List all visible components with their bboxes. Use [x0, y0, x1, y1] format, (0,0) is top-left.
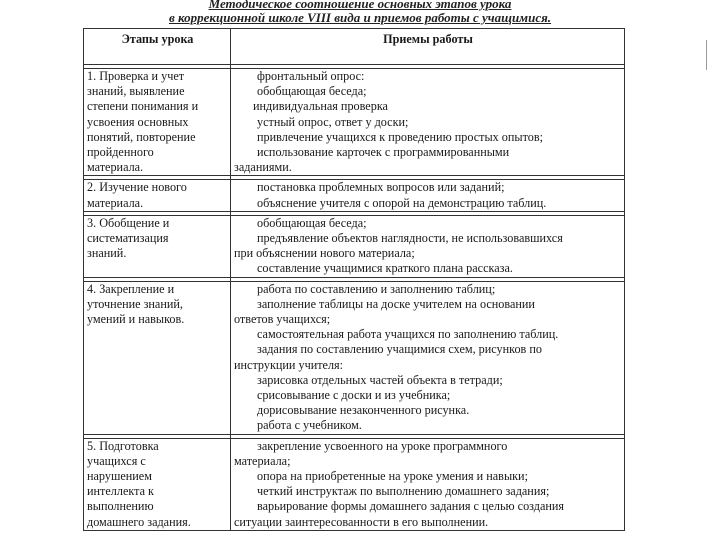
stage-text-line: учащихся с	[87, 453, 146, 468]
stage-text-line: систематизация	[87, 231, 169, 246]
stage-text-line: пройденного	[87, 145, 154, 160]
stage-text-line: уточнение знаний,	[87, 296, 183, 311]
method-text-line: закрепление усвоенного на уроке программного	[257, 438, 508, 453]
method-text-line: задания по составлению учащимися схем, рисунков по	[257, 342, 542, 357]
stage-text-line: 4. Закрепление и	[87, 281, 175, 296]
method-text-line: инструкции учителя:	[234, 357, 344, 372]
method-text-line: заданиями.	[234, 160, 292, 175]
method-text-line: объяснение учителя с опорой на демонстрацию таблиц.	[257, 195, 547, 210]
stage-text-line: усвоения основных	[87, 114, 189, 129]
method-text-line: ответов учащихся;	[234, 312, 331, 327]
method-text-line: ситуации заинтересованности в его выполнении.	[234, 514, 489, 529]
stage-text-line: домашнего задания.	[87, 514, 191, 529]
method-text-line: четкий инструктаж по выполнению домашнего задания;	[257, 484, 550, 499]
stage-text-line: выполнению	[87, 499, 154, 514]
stage-cell	[84, 69, 231, 176]
method-text-line: обобщающая беседа;	[257, 84, 367, 99]
method-text-line: составление учащимися краткого плана рассказа.	[257, 261, 513, 276]
methods-cell	[231, 281, 625, 434]
stage-text-line: знаний.	[87, 246, 127, 261]
stage-text-line: интеллекта к	[87, 484, 154, 499]
stage-text-line: 3. Обобщение и	[87, 215, 170, 230]
method-text-line: при объяснении нового материала;	[234, 246, 415, 261]
table-row	[84, 438, 625, 530]
header-methods: Приемы работы	[231, 29, 625, 65]
method-text-line: устный опрос, ответ у доски;	[257, 114, 409, 129]
lesson-stages-table	[83, 28, 625, 531]
methods-cell	[231, 215, 625, 277]
method-text-line: предъявление объектов наглядности, не использовавшихся	[257, 231, 563, 246]
method-text-line: работа по составлению и заполнению таблиц;	[257, 281, 496, 296]
stage-cell	[84, 281, 231, 434]
table-row	[84, 215, 625, 277]
method-text-line: фронтальный опрос:	[257, 69, 365, 83]
document-title-line-1: Методическое соотношение основных этапов урока	[208, 0, 512, 11]
stage-text-line: степени понимания и	[87, 99, 199, 114]
method-text-line: варьирование формы домашнего задания с целью создания	[257, 499, 565, 514]
method-text-line: зарисовка отдельных частей объекта в тетради;	[257, 372, 503, 387]
stage-cell	[84, 438, 231, 530]
stage-text-line: умений и навыков.	[87, 312, 185, 327]
stage-text-line: 1. Проверка и учет	[87, 69, 185, 83]
stage-cell	[84, 180, 231, 211]
method-text-line: самостоятельная работа учащихся по заполнению таблиц.	[257, 327, 559, 342]
method-text-line: дорисовывание незаконченного рисунка.	[257, 403, 470, 418]
method-text-line: опора на приобретенные на уроке умения и навыки;	[257, 469, 528, 484]
header-stages: Этапы урока	[84, 29, 231, 65]
methods-cell	[231, 69, 625, 176]
stage-cell	[84, 215, 231, 277]
method-text-line: срисовывание с доски и из учебника;	[257, 388, 451, 403]
stage-text-line: нарушением	[87, 469, 152, 484]
table-row	[84, 281, 625, 434]
method-text-line: использование карточек с программированными	[257, 145, 510, 160]
method-text-line: индивидуальная проверка	[253, 99, 388, 114]
scrollbar-edge	[706, 40, 707, 70]
method-text-line: постановка проблемных вопросов или заданий;	[257, 180, 505, 195]
table-row	[84, 180, 625, 211]
stage-text-line: материала.	[87, 195, 144, 210]
stage-text-line: понятий, повторение	[87, 129, 196, 144]
method-text-line: заполнение таблицы на доске учителем на основании	[257, 296, 535, 311]
method-text-line: материала;	[234, 453, 291, 468]
method-text-line: работа с учебником.	[257, 418, 362, 433]
stage-text-line: 2. Изучение нового	[87, 180, 187, 195]
table-header-row	[84, 29, 625, 65]
method-text-line: обобщающая беседа;	[257, 215, 367, 230]
method-text-line: привлечение учащихся к проведению простых опытов;	[257, 129, 544, 144]
stage-text-line: 5. Подготовка	[87, 438, 159, 453]
stage-text-line: материала.	[87, 160, 144, 175]
document-title-line-2: в коррекционной школе VIII вида и приемов работы с учащимися.	[168, 10, 552, 25]
stage-text-line: знаний, выявление	[87, 84, 185, 99]
methods-cell	[231, 438, 625, 530]
table-row	[84, 69, 625, 176]
methods-cell	[231, 180, 625, 211]
